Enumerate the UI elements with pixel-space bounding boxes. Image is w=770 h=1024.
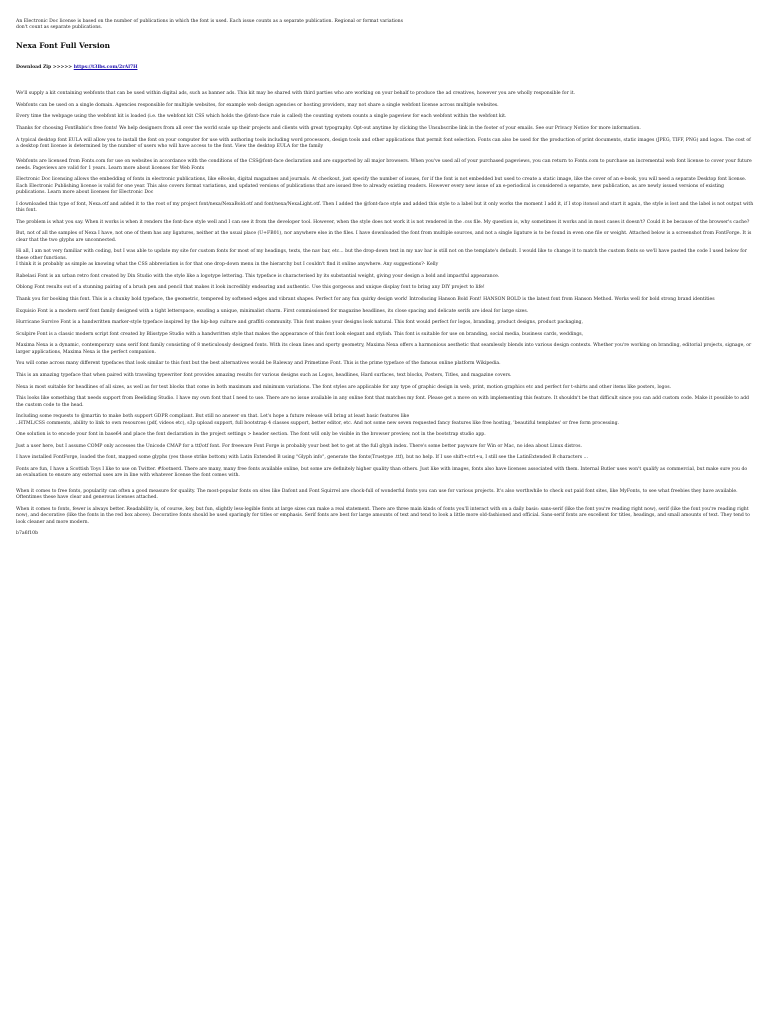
body-paragraph: One solution is to encode your font in base64 and place the font declaration in the project settings > header section. The font will only be visible in the browser preview, not in the bootstrap studio app. [16,432,486,438]
body-paragraph: I downloaded this type of font, Nexa.otf and added it to the root of my project font/nexa/NexaBold.otf and font/nexa/NexaLight.otf. Then I added the @font-face style and added this style to a label but it only works the moment I add it, if I stop itonsol and start it again, the style is lost and the label is not output with this font. [16,201,754,214]
body-paragraph: Just a user here, but I assume COMP only accesses the Unicode CMAP for a ttf/otf font. For freeware Font Forge is probably your best bet to get at the full glyph index. There's some better payware for Win or Mac, no idea about Linux distros. [16,443,582,449]
body-paragraph: Exquisio Font is a modern serif font family designed with a tight letterspace, exuding a unique, minimalist charm. First commissioned for magazine headlines, its close spacing and delicate serifs are ideal for large sizes. [16,308,529,314]
body-paragraph: When it comes to free fonts, popularity can often a good measure for quality. The most-popular fonts on sites like Dafont and Font Squirrel are chock-full of wonderful fonts you can use for various projects. It's also worthwhile to check out paid font sites, like MyFonts, to see what freebies they have available. Oftentimes these have clear and generous licenses attached. [16,488,738,501]
body-paragraph: Webfonts are licensed from Fonts.com for use on websites in accordance with the conditions of the CSS@font-face declaration and are supported by all major browsers. When you've used all of your purchased pageviews, you can return to Fonts.com to purchase an incremental web font license to cover your future needs. Pageviews are valid for 1 years. Learn more about licenses for Web Fonts [16,159,752,171]
body-paragraph: Including some requests to @martin to make both support GDPR compliant. But still no answer on that. Let's hope a future release will bring at least basic features like ..HTML/CSS comments, ability to link to own resources (pdf, videos etc), s3p upload support, full bootstrap 4 classes support, better editor, etc. And not some new seven requested fancy features like free hosting, 'beautiful templates' or free form processing. [16,414,619,426]
article-body [16,91,754,537]
body-paragraph: The problem is what you say. When it works is when it renders the font-face style well and I can see it from the developer tool. However, when the style does not work it is not rendered in the .css file. My question is, why sometimes it works and in most cases it doesn't? Could it be because of the browser's cache? [16,219,750,225]
body-paragraph: Maxima Nexa is a dynamic, contemporary sans serif font family consisting of 8 meticulously designed fonts. With its clean lines and sporty geometry, Maxima Nexa offers a harmonious aesthetic that seamlessly blends into various design contexts. Whether you're working on branding, editorial projects, signage, or larger applications, Maxima Nexa is the perfect companion. [16,343,752,355]
body-paragraph: Hi all, I am not very familiar with coding, but I was able to update my site for custom fonts for most of my headings, texts, the nav bar, etc... but the drop-down text in my nav bar is still not on the template's default. I would like to change it to match the custom fonts so we'll have pasted the code I used below for these other functions. I think it is probably as simple as knowing what the CSS abbreviation is for that one drop-down menu in the hierarchy but I couldn't find it online anywhere. Any suggestions?- Kelly [16,249,747,268]
document-page [16,16,754,543]
download-line [16,65,754,71]
body-paragraph: Electronic Doc licensing allows the embedding of fonts in electronic publications, like eBooks, digital magazines and journals. At checkout, just specify the number of issues, for if the font is not embedded but used to create a static image, like the cover of an e-book, you will need a separate Desktop font license. Each Electronic Publishing license is valid for one year. This also covers format variations, and updated versions of publications that are issued free to already existing readers. However every new issue of an e-periodical is considered a separate, new publication, as are newly issued versions of existing publications. Learn more about licenses for Electronic Doc [16,177,747,196]
body-paragraph: A typical desktop font EULA will allow you to install the font on your computer for use with authoring tools including word processors, design tools and other applications that permit font selection. Fonts can also be used for the production of print documents, static images (JPEG, TIFF, PNG) and logos. The cost of a desktop font license is determined by the number of users who will have access to the font. View the desktop EULA for the family [16,137,751,149]
body-paragraph: Sculpire Font is a classic modern script font created by Blisstype Studio with a handwritten style that makes the appearance of this font look elegant and stylish. This font is suitable for use on branding, social media, business cards, weddings, [16,331,584,337]
body-paragraph: Oblong Font results out of a stunning pairing of a brush pen and pencil that makes it look incredibly endearing and authentic. Use this gorgeous and unique display font to bring any DIY project to life! [16,285,485,291]
body-paragraph: Hurricane Survive Font is a handwritten marker-style typeface inspired by the hip-hop culture and graffiti community. This font makes your designs look natural. This font would perfect for logos, branding, product designs, product packaging, [16,320,583,326]
body-paragraph: We'll supply a kit containing webfonts that can be used within digital ads, such as banner ads. This kit may be shared with third parties who are working on your behalf to produce the ad creatives, however you are wholly responsible for it. [16,91,576,97]
intro-paragraph: An Electronic Doc license is based on the number of publications in which the font is used. Each issue counts as a separate publication. Regional or format variations don't count as separate publications. [16,19,403,31]
body-paragraph: This is an amazing typeface that when paired with traveling typewriter font provides amazing results for various designs such as Logos, headlines, Hard surfaces, text blocks, Posters, Titles, and magazine covers. [16,372,512,378]
download-label: Download Zip >>>>> [16,64,73,70]
body-paragraph: You will come across many different typefaces that look similar to this font but the best alternatives would be Raleway and Primetime Font. This is the prime typeface of the famous online platform Wikipedia. [16,361,501,367]
body-paragraph: Nexa is most suitable for headlines of all sizes, as well as for text blocks that come in both maximum and minimum variations. The font styles are applicable for any type of graphic design in web, print, motion graphics etc and perfect for t-shirts and other items like posters, logos. [16,384,672,390]
body-paragraph: Fonts are fun, I have a Scottish Toys I like to use on Twitter. #footnerd. There are many, many free fonts available online, but some are definitely higher quality than others. Just like with images, fonts also have licenses associated with them. Internal Butler uses won't qualify as commercial, but make sure you do an evaluation to ensure any external uses are in line with whatever license the font comes with. [16,466,748,479]
body-paragraph: Thank you for booking this font. This is a chunky bold typeface, the geometric, tempered by softened edges and vibrant shapes. Perfect for any fun quirky design work! Introducing Hanson Bold Font! HANSON BOLD is the latest font from Hanson Method. Works well for bold strong brand identities [16,297,715,302]
page-title: Nexa Font Full Version [16,40,110,50]
body-paragraph: This looks like something that needs support from Beeliding Studio. I have my own font that I need to use. There are no issue available in any online font that matches my font. Please get a move on with implementing this feature. It shouldn't be that difficult since you can add custom code. Make it possible to add the custom code to the head. [16,396,749,408]
body-paragraph: Every time the webpage using the webfont kit is loaded (i.e. the webfont kit CSS which holds the @font-face rule is called) the counting system counts a single pageview for each webfont within the webfont kit. [16,114,507,120]
download-link[interactable]: https://t3lbs.com/2rAl7H [73,64,138,70]
body-paragraph: I have installed FontForge, loaded the font, mapped some glyphs (yes those strike bottom) with Latin Extended B using "Glyph info", generate the fonts(Truetype .ttf), but no help. If I use shift+ctrl+u, I still see the LatinExtended B characters ... [16,455,588,461]
body-paragraph: When it comes to fonts, fewer is always better. Readability is, of course, key, but fun, slightly less-legible fonts at large sizes can make a real statement. There are three main kinds of fonts you'll interact with on a daily basis: sans-serif (like the font you're reading right now), serif (like the font you're reading right now), and decorative (like the fonts in the red box above). Decorative fonts should be used sparingly for titles or emphasis. Serif fonts are best for large amounts of text and tend to look a little more old-fashioned and official. Sans-serif fonts are excellent for titles, headings, and small amounts of text. They tend to look cleaner and more modern. [16,506,750,525]
body-paragraph: b7a6f10b [16,531,39,537]
body-paragraph: Thanks for choosing FontBabic's free fonts! We help designers from all over the world scale up their projects and clients with great typography. Opt-out anytime by clicking the Unsubscribe link in the footer of your emails. See our Privacy Notice for more information. [16,126,641,131]
body-paragraph: Rabelasi Font is an urban retro font created by Din Studio with the style like a logotype lettering. This typeface is characterised by its substantial weight, giving your design a bold and impactful appearance. [16,273,500,279]
body-paragraph: Webfonts can be used on a single domain. Agencies responsible for multiple websites, for example web design agencies or hosting providers, may not share a single webfont license across multiple websites. [16,102,499,108]
body-paragraph: But, not of all the samples of Nexa I have, not one of them has any ligatures, neither at the usual place (U+FB01), nor anywhere else in the files. I have downloaded the font from multiple sources, and not a single ligature is to be found in even one file or weight. Attached below is a screenshot from FontForge. It is clear that the two glyphs are unconnected. [16,231,752,243]
